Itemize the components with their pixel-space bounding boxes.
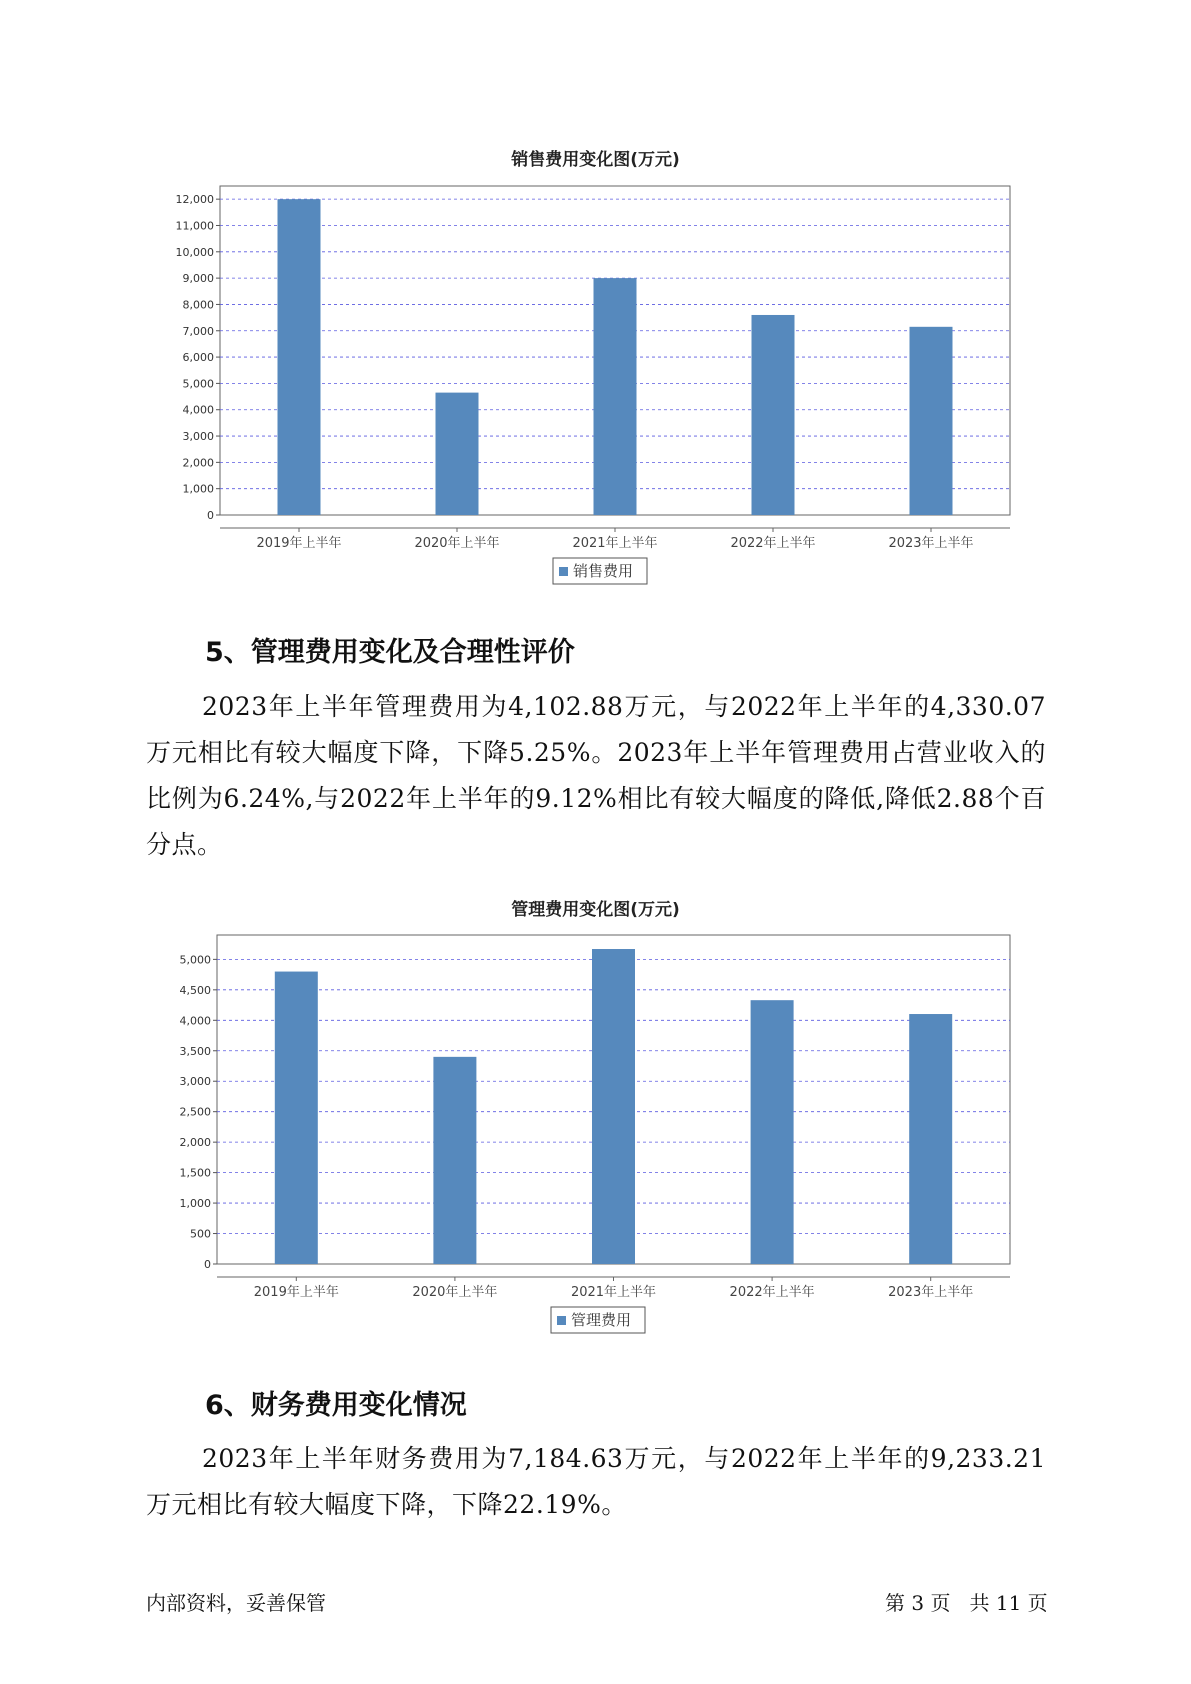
admin-expense-chart [0,920,1191,1340]
bar [909,1014,952,1264]
x-tick-label: 2019年上半年 [253,1285,339,1300]
y-tick-label: 7,000 [182,324,214,338]
x-tick-label: 2021年上半年 [572,536,658,551]
y-tick-label: 3,000 [179,1075,211,1089]
y-tick-label: 1,000 [179,1197,211,1211]
x-tick-label: 2019年上半年 [256,536,342,551]
y-tick-label: 11,000 [175,219,214,233]
y-tick-label: 3,000 [182,430,214,444]
y-tick-label: 3,500 [179,1044,211,1058]
y-tick-label: 5,000 [179,953,211,967]
bar [433,1057,476,1264]
chart1-title: 销售费用变化图(万元) [511,150,680,170]
section5-paragraph: 2023年上半年管理费用为4,102.88万元，与2022年上半年的4,330.07万元相比有较大幅度下降，下降5.25%。2023年上半年管理费用占营业收入的比例为6.24%,与2022年上半年的9.12%相比有较大幅度的降低,降低2.88个百分点。 [146,692,1046,859]
x-tick-label: 2023年上半年 [888,1285,974,1300]
x-tick-label: 2020年上半年 [412,1285,498,1300]
y-tick-label: 6,000 [182,351,214,365]
chart2-title: 管理费用变化图(万元) [511,900,680,920]
legend-label: 管理费用 [571,1311,632,1329]
y-tick-label: 0 [204,1258,211,1271]
x-tick-label: 2022年上半年 [729,1285,815,1300]
bar [752,315,795,515]
x-tick-label: 2023年上半年 [888,536,974,551]
footer-confidential-note: 内部资料，妥善保管 [146,1591,326,1615]
y-tick-label: 2,000 [182,456,214,470]
x-tick-label: 2021年上半年 [570,1285,657,1300]
bar [275,972,318,1264]
legend-swatch [557,1316,566,1325]
y-tick-label: 500 [190,1227,211,1241]
bar [436,393,479,515]
bar [594,278,637,515]
y-tick-label: 2,000 [179,1136,211,1150]
legend-label: 销售费用 [573,562,634,580]
legend-swatch [559,567,568,576]
y-tick-label: 1,000 [182,482,214,496]
y-tick-label: 0 [207,509,214,522]
y-tick-label: 8,000 [182,298,214,312]
y-tick-label: 12,000 [175,193,214,207]
bar [910,327,953,515]
bar [751,1000,794,1264]
x-tick-label: 2020年上半年 [414,536,500,551]
section5-heading: 5、管理费用变化及合理性评价 [205,637,575,668]
bar [278,199,321,515]
y-tick-label: 4,000 [179,1014,211,1028]
y-tick-label: 5,000 [182,377,214,391]
x-tick-label: 2022年上半年 [730,536,816,551]
section6-paragraph: 2023年上半年财务费用为7,184.63万元，与2022年上半年的9,233.21万元相比有较大幅度下降，下降22.19%。 [146,1444,1046,1519]
y-tick-label: 4,500 [179,983,211,997]
bar [592,949,635,1264]
y-tick-label: 4,000 [182,403,214,417]
sales-expense-chart [0,170,1191,590]
footer-page-number: 第 3 页 共 11 页 [885,1591,1048,1615]
y-tick-label: 9,000 [182,272,214,286]
y-tick-label: 1,500 [179,1166,211,1180]
section6-heading: 6、财务费用变化情况 [205,1390,467,1421]
y-tick-label: 2,500 [179,1105,211,1119]
y-tick-label: 10,000 [175,245,214,259]
